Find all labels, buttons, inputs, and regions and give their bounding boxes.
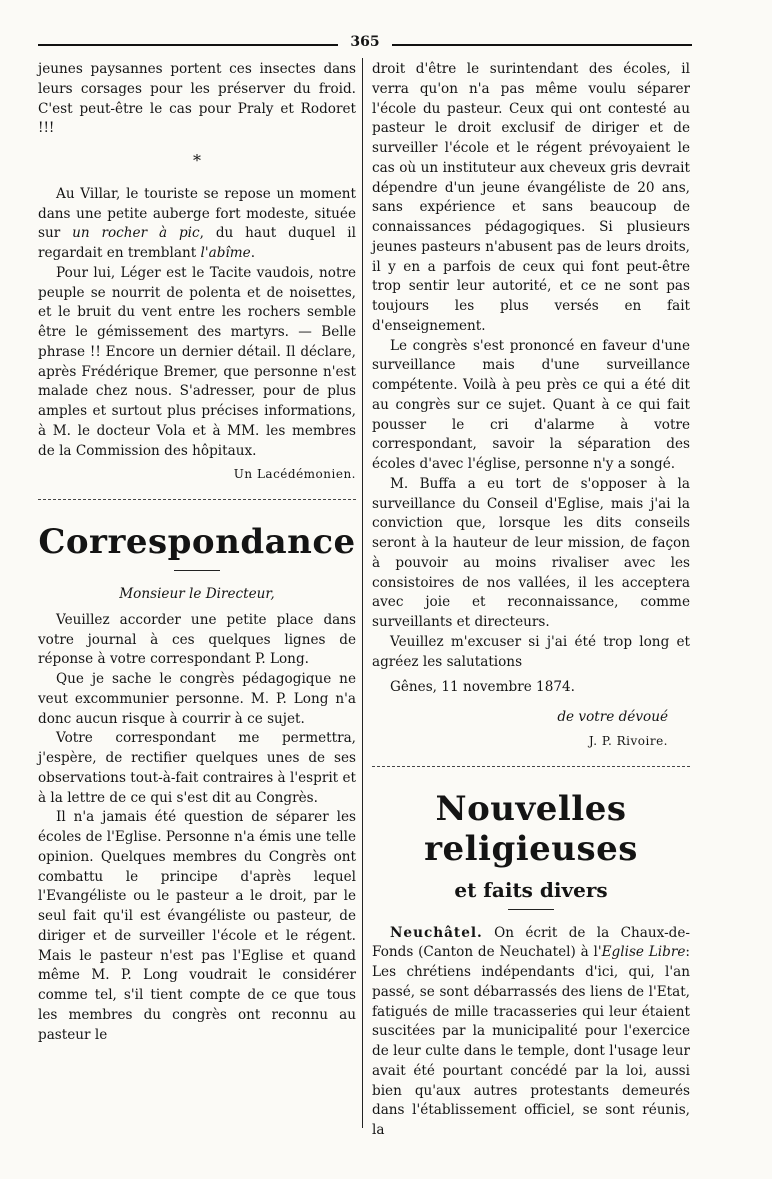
letter-paragraph-5: Le congrès s'est prononcé en faveur d'une surveillance mais d'une surveillance compétente. Voilà à peu près ce qui a été dit au congrès sur ce sujet. Quant à ce qui fait pousser le cri d'alarme à votre correspondant, savoir la séparation des écoles d'avec l'église, personne n'y a songé. bbox=[372, 337, 690, 472]
section-subtitle: et faits divers bbox=[454, 877, 608, 902]
leger-paragraph: Pour lui, Léger est le Tacite vaudois, notre peuple se nourrit de polenta et de noisettes, et le bruit du vent entre les rochers semble être le gémissement des martyrs. — Belle phrase !! Encore un dernier détail. Il déclare, après Frédérique Bremer, que personne n'est malade chez nous. S'adresser, pour de plus amples et surtout plus précises informations, à M. le docteur Vola et à MM. les membres de la Commission des hôpitaux. bbox=[38, 264, 356, 459]
page-header bbox=[38, 36, 692, 52]
signature-rivoire: J. P. Rivoire. bbox=[588, 733, 668, 748]
letter-paragraph-6: M. Buffa a eu tort de s'opposer à la surveillance du Conseil d'Eglise, mais j'ai la conviction que, lorsque les dits conseils seront à la hauteur de leur mission, de façon à pouvoir au moins rivaliser avec les consistoires de nos vallées, il les acceptera avec joie et reconnaissance, comme surveillants et directeurs. bbox=[372, 475, 690, 630]
news-place: Neuchâtel. bbox=[390, 924, 483, 941]
right-column bbox=[372, 60, 690, 1141]
page-number: 365 bbox=[350, 34, 380, 50]
salutation: Monsieur le Directeur, bbox=[119, 586, 275, 602]
section-title-nouvelles: Nouvelles religieuses bbox=[424, 788, 638, 869]
villar-paragraph: Au Villar, le touriste se repose un moment dans une petite auberge fort modeste, située sur un rocher à pic, du haut duquel il regardait en tremblant l'abîme. bbox=[38, 185, 356, 261]
intro-paragraph: jeunes paysannes portent ces insectes dans leurs corsages pour les préserver du froid. C'est peut-être le cas pour Praly et Rodoret !!! bbox=[38, 61, 356, 137]
letter-paragraph-3: Votre correspondant me permettra, j'espère, de rectifier quelques unes de ses observations tout-à-fait contraires à l'esprit et à la lettre de ce qui s'est dit au Congrès. bbox=[38, 730, 356, 806]
letter-paragraph-4: Il n'a jamais été question de séparer les écoles de l'Eglise. Personne n'a émis une telle opinion. Quelques membres du Congrès ont combattu le principe d'après lequel l'Evangéliste ou le pasteur a le droit, par le seul fait qu'il est évangéliste ou pasteur, de diriger et de surveiller l'école et le régent. Mais le pasteur n'est pas l'Eglise et quand même M. P. Long voudrait le considérer comme tel, s'il tient compte de ce que tous les membres du congrès ont reconnu au pasteur le bbox=[38, 809, 356, 1043]
dotted-divider-right bbox=[372, 766, 690, 767]
dotted-divider bbox=[38, 499, 356, 500]
column-divider bbox=[362, 58, 363, 1128]
header-rule-right bbox=[392, 44, 692, 46]
section-star: * bbox=[193, 151, 201, 170]
signature-lacedemonien: Un Lacédémonien. bbox=[233, 467, 356, 482]
letter-paragraph-1: Veuillez accorder une petite place dans votre journal à ces quelques lignes de réponse à votre correspondant P. Long. bbox=[38, 611, 356, 668]
section-title-correspondance: Correspondance bbox=[38, 522, 356, 562]
news-paragraph: Neuchâtel. On écrit de la Chaux-de-Fonds (Canton de Neuchatel) à l'Eglise Libre: Les chrétiens indépendants d'ici, qui, l'an passé, se sont débarrassés des liens de l'Etat, fatigués de mille tracasseries qui leur étaient suscitées par la municipalité pour l'exercice de leur culte dans le temple, dont l'usage leur avait été pourtant concédé par la loi, aussi bien qu'aux autres protestants demeurés dans l'établissement officiel, se sont réunis, la bbox=[372, 924, 690, 1138]
short-rule-right bbox=[508, 909, 554, 910]
continued-paragraph: droit d'être le surintendant des écoles, il verra qu'on n'a pas même voulu séparer l'école du pasteur. Ceux qui ont contesté au pasteur le droit exclusif de diriger et de surveiller l'école et le régent prévoyaient le cas où un instituteur aux cheveux gris devrait dépendre d'un jeune évangéliste de 20 ans, sans expérience et sans beaucoup de connaissances pédagogiques. Si plusieurs jeunes pasteurs n'abusent pas de leurs droits, il y en a parfois de ceux qui font peut-être trop sentir leur autorité, et ce ne sont pas toujours les plus versés en fait d'enseignement. bbox=[372, 61, 690, 334]
letter-date: Gênes, 11 novembre 1874. bbox=[390, 679, 575, 696]
short-rule bbox=[174, 570, 220, 571]
left-column bbox=[38, 60, 356, 1045]
closing-line: de votre dévoué bbox=[557, 709, 668, 725]
letter-paragraph-2: Que je sache le congrès pédagogique ne veut excommunier personne. M. P. Long n'a donc aucun risque à courrir à ce sujet. bbox=[38, 671, 356, 727]
letter-paragraph-7: Veuillez m'excuser si j'ai été trop long et agréez les salutations bbox=[372, 633, 690, 670]
header-rule-left bbox=[38, 44, 338, 46]
